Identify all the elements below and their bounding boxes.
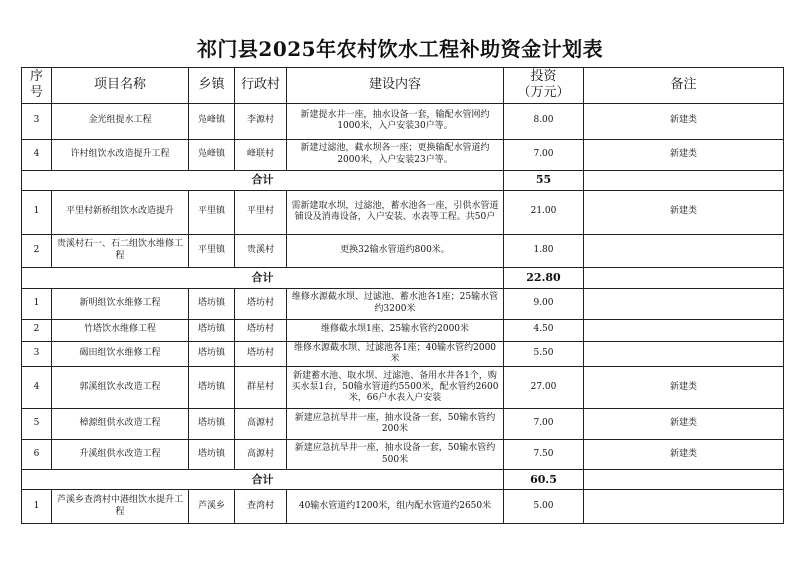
cell-town: 塔坊镇 bbox=[189, 440, 235, 470]
cell-content: 新建蓄水池、取水坝、过滤池、备用水井各1个，购买水泵1台，50输水管道约5500米，配水管约2600米，66户水表入户安装 bbox=[287, 367, 504, 409]
header-village: 行政村 bbox=[235, 68, 287, 104]
cell-content: 维修水源截水坝、过滤池、蓄水池各1座；25输水管约3200米 bbox=[287, 288, 504, 319]
subtotal-invest: 22.80 bbox=[504, 267, 584, 288]
cell-content: 需新建取水坝，过滤池，蓄水池各一座，引供水管道铺设及消毒设备，入户安装、水表等工程。共50户 bbox=[287, 190, 504, 234]
table-row bbox=[22, 490, 784, 524]
cell-no: 1 bbox=[22, 190, 52, 234]
header-no: 序号 bbox=[22, 68, 52, 104]
cell-invest: 21.00 bbox=[504, 190, 584, 234]
table-row bbox=[22, 409, 784, 440]
cell-invest: 4.50 bbox=[504, 319, 584, 341]
cell-town: 塔坊镇 bbox=[189, 409, 235, 440]
cell-name: 金光组提水工程 bbox=[52, 103, 189, 139]
cell-invest: 5.00 bbox=[504, 490, 584, 524]
table-row bbox=[22, 288, 784, 319]
header-name: 项目名称 bbox=[52, 68, 189, 104]
cell-town: 塔坊镇 bbox=[189, 367, 235, 409]
cell-village: 塔坊村 bbox=[235, 288, 287, 319]
cell-remark bbox=[584, 319, 784, 341]
cell-name: 竹塔饮水维修工程 bbox=[52, 319, 189, 341]
subtotal-row bbox=[22, 267, 784, 288]
cell-remark bbox=[584, 341, 784, 367]
cell-town: 芦溪乡 bbox=[189, 490, 235, 524]
table-row bbox=[22, 319, 784, 341]
cell-name: 许村组饮水改造提升工程 bbox=[52, 139, 189, 170]
cell-invest: 7.00 bbox=[504, 139, 584, 170]
cell-village: 李源村 bbox=[235, 103, 287, 139]
subtotal-row bbox=[22, 170, 784, 190]
cell-town: 平里镇 bbox=[189, 190, 235, 234]
cell-village: 塔坊村 bbox=[235, 319, 287, 341]
cell-town: 塔坊镇 bbox=[189, 319, 235, 341]
header-invest-line1: 投资 bbox=[530, 69, 557, 84]
cell-village: 群星村 bbox=[235, 367, 287, 409]
cell-remark: 新建类 bbox=[584, 367, 784, 409]
subtotal-row bbox=[22, 470, 784, 490]
subtotal-invest: 55 bbox=[504, 170, 584, 190]
cell-content: 40输水管道约1200米，组内配水管道约2650米 bbox=[287, 490, 504, 524]
cell-name: 芦溪乡查湾村中港组饮水提升工程 bbox=[52, 490, 189, 524]
cell-no: 4 bbox=[22, 367, 52, 409]
cell-invest: 5.50 bbox=[504, 341, 584, 367]
header-town: 乡镇 bbox=[189, 68, 235, 104]
page-title: 祁门县2025年农村饮水工程补助资金计划表 bbox=[196, 37, 604, 61]
cell-remark: 新建类 bbox=[584, 409, 784, 440]
cell-village: 高源村 bbox=[235, 409, 287, 440]
cell-village: 平里村 bbox=[235, 190, 287, 234]
cell-town: 凫峰镇 bbox=[189, 103, 235, 139]
header-content: 建设内容 bbox=[287, 68, 504, 104]
cell-name: 碣田组饮水维修工程 bbox=[52, 341, 189, 367]
cell-no: 1 bbox=[22, 288, 52, 319]
cell-no: 1 bbox=[22, 490, 52, 524]
cell-content: 维修截水坝1座、25输水管约2000米 bbox=[287, 319, 504, 341]
cell-content: 更换32输水管道约800米。 bbox=[287, 234, 504, 267]
cell-no: 4 bbox=[22, 139, 52, 170]
cell-content: 新建应急抗旱井一座，抽水设备一套，50输水管约500米 bbox=[287, 440, 504, 470]
cell-town: 塔坊镇 bbox=[189, 341, 235, 367]
cell-name: 升溪组供水改造工程 bbox=[52, 440, 189, 470]
subtotal-label: 合计 bbox=[22, 170, 504, 190]
cell-no: 3 bbox=[22, 103, 52, 139]
cell-town: 平里镇 bbox=[189, 234, 235, 267]
cell-no: 3 bbox=[22, 341, 52, 367]
cell-invest: 9.00 bbox=[504, 288, 584, 319]
table-row bbox=[22, 234, 784, 267]
cell-no: 2 bbox=[22, 319, 52, 341]
cell-no: 2 bbox=[22, 234, 52, 267]
cell-invest: 7.50 bbox=[504, 440, 584, 470]
cell-remark bbox=[584, 170, 784, 190]
cell-remark bbox=[584, 470, 784, 490]
subtotal-label: 合计 bbox=[22, 267, 504, 288]
cell-no: 5 bbox=[22, 409, 52, 440]
cell-no: 6 bbox=[22, 440, 52, 470]
subtotal-label: 合计 bbox=[22, 470, 504, 490]
header-invest bbox=[504, 68, 584, 104]
cell-village: 贵溪村 bbox=[235, 234, 287, 267]
cell-remark bbox=[584, 234, 784, 267]
cell-name: 郭溪组饮水改造工程 bbox=[52, 367, 189, 409]
cell-content: 新建应急抗旱井一座，抽水设备一套，50输水管约200米 bbox=[287, 409, 504, 440]
cell-content: 新建提水井一座，抽水设备一套，输配水管网约1000米，入户安装30户等。 bbox=[287, 103, 504, 139]
cell-name: 新明组饮水维修工程 bbox=[52, 288, 189, 319]
cell-content: 维修水源截水坝、过滤池各1座；40输水管约2000米 bbox=[287, 341, 504, 367]
cell-name: 平里村新桥组饮水改造提升 bbox=[52, 190, 189, 234]
cell-town: 凫峰镇 bbox=[189, 139, 235, 170]
cell-village: 峰联村 bbox=[235, 139, 287, 170]
cell-remark bbox=[584, 267, 784, 288]
cell-remark: 新建类 bbox=[584, 440, 784, 470]
cell-remark bbox=[584, 490, 784, 524]
table-row bbox=[22, 440, 784, 470]
cell-invest: 27.00 bbox=[504, 367, 584, 409]
header-row bbox=[22, 68, 784, 104]
cell-invest: 1.80 bbox=[504, 234, 584, 267]
table-row bbox=[22, 139, 784, 170]
cell-village: 塔坊村 bbox=[235, 341, 287, 367]
cell-town: 塔坊镇 bbox=[189, 288, 235, 319]
header-invest-line2: （万元） bbox=[517, 85, 570, 101]
table-row bbox=[22, 341, 784, 367]
cell-remark: 新建类 bbox=[584, 190, 784, 234]
cell-village: 高源村 bbox=[235, 440, 287, 470]
table-row bbox=[22, 103, 784, 139]
cell-name: 贵溪村石一、石二组饮水维修工程 bbox=[52, 234, 189, 267]
table-row bbox=[22, 367, 784, 409]
cell-invest: 8.00 bbox=[504, 103, 584, 139]
funding-plan-table bbox=[21, 67, 784, 524]
cell-remark: 新建类 bbox=[584, 139, 784, 170]
cell-remark: 新建类 bbox=[584, 103, 784, 139]
cell-village: 查湾村 bbox=[235, 490, 287, 524]
cell-name: 樟源组供水改造工程 bbox=[52, 409, 189, 440]
table-row bbox=[22, 190, 784, 234]
header-remark: 备注 bbox=[584, 68, 784, 104]
subtotal-invest: 60.5 bbox=[504, 470, 584, 490]
cell-remark bbox=[584, 288, 784, 319]
cell-invest: 7.00 bbox=[504, 409, 584, 440]
cell-content: 新建过滤池，截水坝各一座；更换输配水管道约2000米，入户安装23户等。 bbox=[287, 139, 504, 170]
